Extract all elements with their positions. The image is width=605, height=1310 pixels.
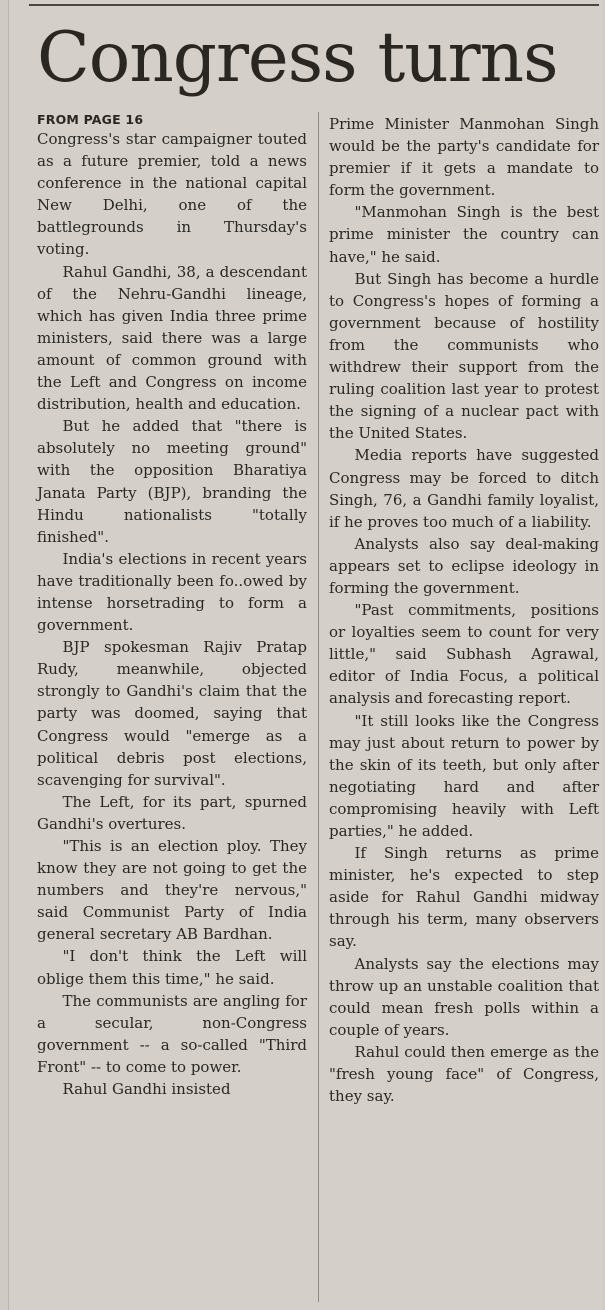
continued-from-kicker: FROM PAGE 16 bbox=[37, 112, 144, 127]
newspaper-clipping bbox=[8, 0, 603, 1310]
paragraph: "This is an election ploy. They know they are not going to get the numbers and they're nervous," said Communist Party of India general secretary AB Bardhan. bbox=[37, 837, 307, 944]
paragraph: But he added that "there is absolutely no meeting ground" with the opposition Bharatiya Janata Party (BJP), branding the Hindu nationalists "totally finished". bbox=[37, 417, 307, 546]
paragraph: "Manmohan Singh is the best prime minister the country can have," he said. bbox=[329, 203, 599, 266]
paragraph: The Left, for its part, spurned Gandhi's overtures. bbox=[37, 792, 307, 833]
article-column-left bbox=[37, 128, 307, 1100]
paragraph: "Past commitments, positions or loyalties seem to count for very little," said Subhash Agrawal, editor of India Focus, a political analysis and forecasting report. bbox=[329, 601, 599, 708]
paragraph: Prime Minister Manmohan Singh would be the party's candidate for premier if it gets a mandate to form the government. bbox=[329, 115, 599, 200]
paragraph: Analysts also say deal-making appears set to eclipse ideology in forming the government. bbox=[329, 534, 599, 597]
top-rule bbox=[29, 4, 599, 6]
column-rule bbox=[318, 112, 319, 1302]
paragraph: India's elections in recent years have traditionally been fo..owed by intense horsetrading to form a government. bbox=[37, 549, 307, 635]
paragraph: "It still looks like the Congress may just about return to power by the skin of its teeth, but only after negotiating hard and after compromising heavily with Left parties," he added. bbox=[329, 711, 599, 840]
paragraph: But Singh has become a hurdle to Congress's hopes of forming a government because of hostility from the communists who withdrew their support from the ruling coalition last year to protest the signing of a nuclear pact with the United States. bbox=[329, 269, 599, 443]
paragraph: Congress's star campaigner touted as a future premier, told a news conference in the national capital New Delhi, one of the battlegrounds in Thursday's voting. bbox=[37, 130, 307, 259]
paragraph: Rahul Gandhi, 38, a descendant of the Nehru-Gandhi lineage, which has given India three prime ministers, said there was a large amount of common ground with the Left and Congress on income distribution, health and education. bbox=[37, 262, 307, 414]
headline: Congress turns bbox=[37, 18, 558, 98]
paragraph: The communists are angling for a secular, non-Congress government -- a so-called "Third Front" -- to come to power. bbox=[37, 991, 307, 1076]
paragraph: Rahul Gandhi insisted bbox=[62, 1080, 231, 1099]
paragraph: Media reports have suggested Congress may be forced to ditch Singh, 76, a Gandhi family loyalist, if he proves too much of a liability. bbox=[329, 446, 599, 531]
paragraph: Analysts say the elections may throw up an unstable coalition that could mean fresh polls within a couple of years. bbox=[329, 954, 599, 1039]
paragraph: If Singh returns as prime minister, he's expected to step aside for Rahul Gandhi midway through his term, many observers say. bbox=[329, 844, 599, 951]
paragraph: Rahul could then emerge as the "fresh young face" of Congress, they say. bbox=[329, 1042, 599, 1106]
article-column-right bbox=[329, 113, 599, 1107]
paragraph: "I don't think the Left will oblige them this time," he said. bbox=[37, 947, 307, 988]
paragraph: BJP spokesman Rajiv Pratap Rudy, meanwhile, objected strongly to Gandhi's claim that the party was doomed, saying that Congress would "emerge as a political debris post elections, scavenging for survival". bbox=[37, 638, 307, 789]
